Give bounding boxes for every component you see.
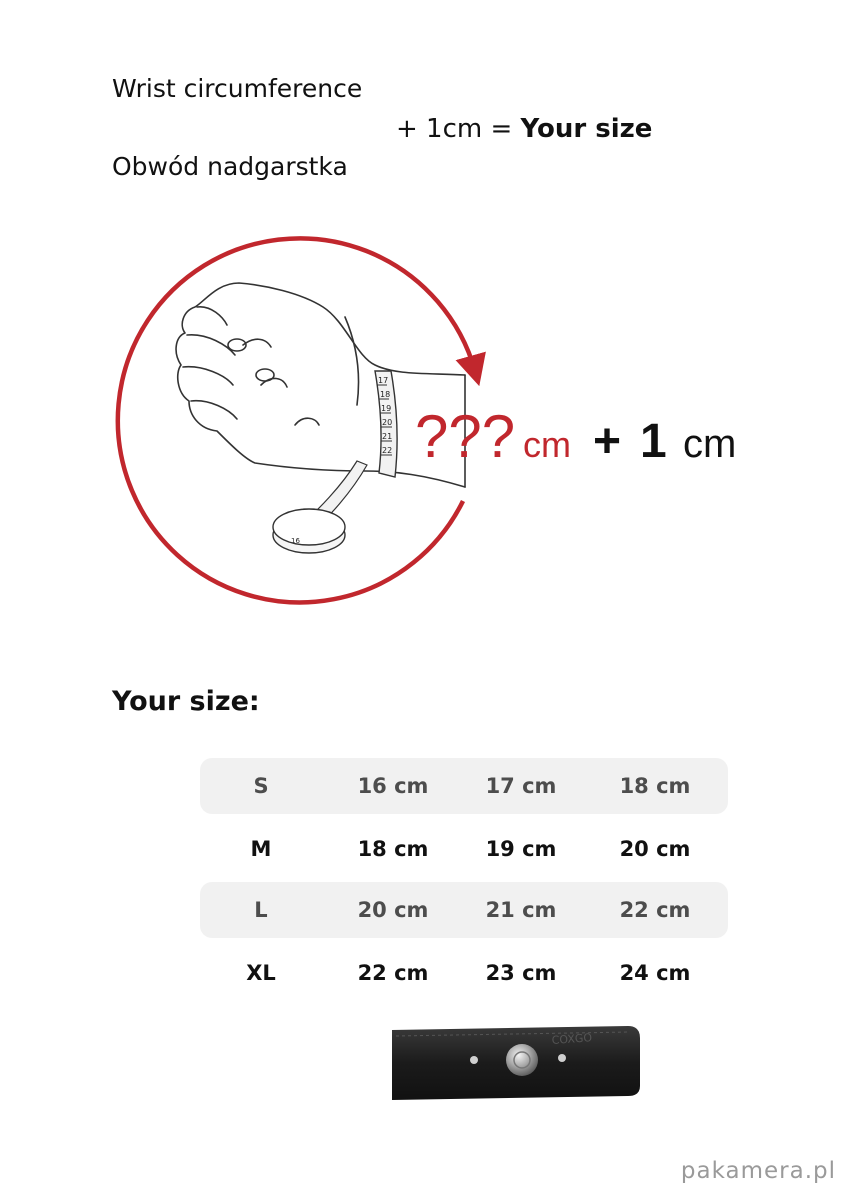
size-value: 18 cm xyxy=(357,837,429,861)
wrist-circumference-label: Wrist circumference xyxy=(112,74,363,103)
size-value: 21 cm xyxy=(485,898,557,922)
unit-cm-red: cm xyxy=(523,424,571,465)
tape-tick-18: 18 xyxy=(380,390,391,399)
size-value: 23 cm xyxy=(485,961,557,985)
size-value: 24 cm xyxy=(619,961,691,985)
strap-hole-icon xyxy=(470,1056,478,1064)
size-value: 22 cm xyxy=(357,961,429,985)
pakamera-watermark: pakamera.pl xyxy=(680,1158,836,1184)
tape-tick-17: 17 xyxy=(378,376,389,385)
size-row-l xyxy=(200,882,728,938)
snap-rivet-icon xyxy=(506,1044,538,1076)
formula-prefix: + 1cm = xyxy=(396,114,521,144)
leather-strap-image xyxy=(392,1024,642,1100)
formula-your-size: Your size xyxy=(520,114,653,144)
tape-tick-21: 21 xyxy=(382,432,393,441)
size-value: 16 cm xyxy=(357,774,429,798)
size-row-s xyxy=(200,758,728,814)
size-value: 17 cm xyxy=(485,774,557,798)
measuring-tape-icon xyxy=(273,371,397,553)
tape-tick-22: 22 xyxy=(382,446,393,455)
wrist-measurement-illustration xyxy=(95,225,775,625)
unit-cm-black: cm xyxy=(683,422,737,466)
tape-tick-20: 20 xyxy=(382,418,393,427)
size-row-m xyxy=(200,821,728,877)
size-label: M xyxy=(250,837,272,861)
size-label: S xyxy=(253,774,269,798)
size-formula xyxy=(396,114,652,144)
one-number: 1 xyxy=(640,415,667,468)
plus-sign: + xyxy=(593,415,622,468)
strap-embossed-text: COXGO xyxy=(551,1031,593,1047)
obwod-nadgarstka-label: Obwód nadgarstka xyxy=(112,152,348,181)
size-value: 22 cm xyxy=(619,898,691,922)
strap-hole-icon xyxy=(558,1054,566,1062)
size-label: XL xyxy=(246,961,276,985)
size-value: 20 cm xyxy=(619,837,691,861)
size-label: L xyxy=(254,898,268,922)
size-row-xl xyxy=(200,945,728,1001)
your-size-heading: Your size: xyxy=(112,686,260,717)
unknown-measure-text: ??? xyxy=(415,403,516,470)
tape-roll-tick: 16 xyxy=(291,537,300,545)
size-value: 19 cm xyxy=(485,837,557,861)
size-value: 18 cm xyxy=(619,774,691,798)
size-value: 20 cm xyxy=(357,898,429,922)
tape-tick-19: 19 xyxy=(381,404,392,413)
